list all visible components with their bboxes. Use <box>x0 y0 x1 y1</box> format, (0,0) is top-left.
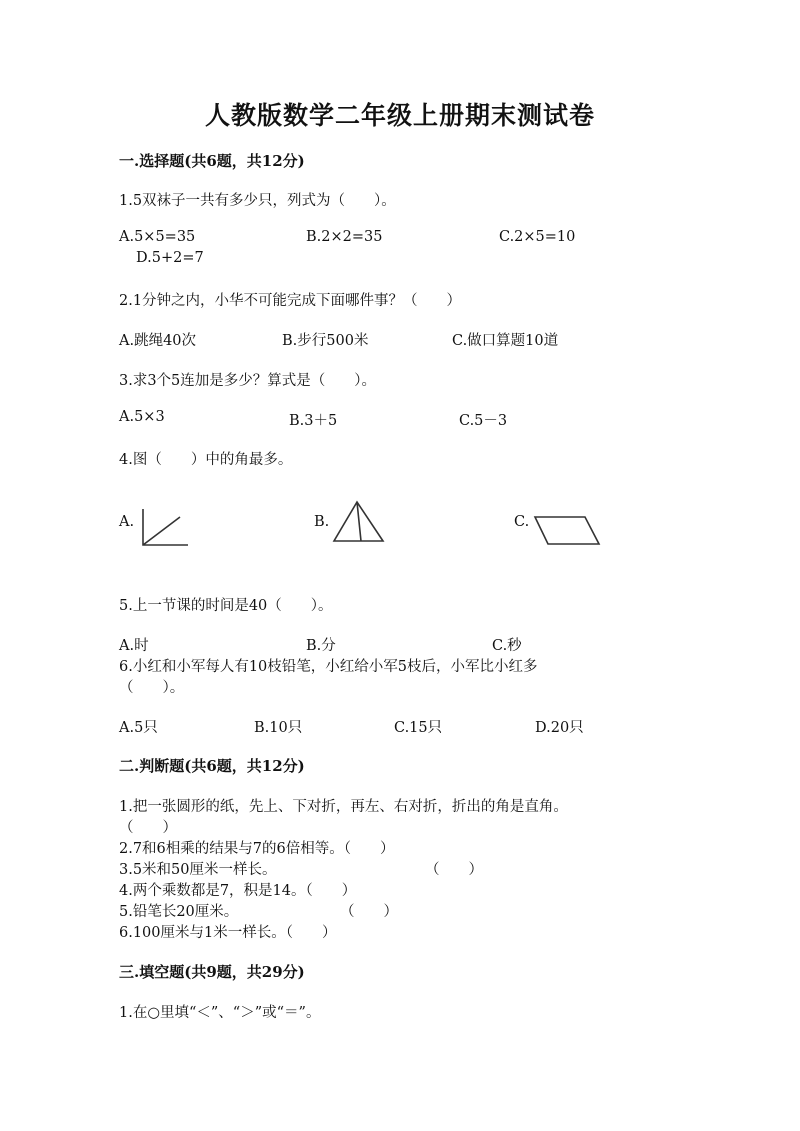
question-6: 6.小红和小军每人有10枝铅笔，小红给小军5枝后，小军比小红多 <box>119 659 538 675</box>
question-5: 5.上一节课的时间是40（ ）。 <box>119 598 333 614</box>
angle-figure-a <box>138 505 192 549</box>
section-heading-judgment: 二.判断题(共6题，共12分) <box>119 757 305 775</box>
parallelogram-figure-c <box>530 512 604 548</box>
section-heading-choice: 一.选择题(共6题，共12分) <box>119 152 305 170</box>
option-q6-d[interactable]: D.20只 <box>535 720 584 736</box>
option-q3-a[interactable]: A.5×3 <box>119 409 165 425</box>
option-q6-b[interactable]: B.10只 <box>254 720 303 736</box>
option-q4-c[interactable]: C. <box>514 514 530 530</box>
option-q4-b[interactable]: B. <box>314 514 330 530</box>
option-q2-a[interactable]: A.跳绳40次 <box>119 333 197 349</box>
judgment-item-6: 6.100厘米与1米一样长。（ ） <box>119 925 337 941</box>
option-q6-c[interactable]: C.15只 <box>394 720 443 736</box>
option-q2-c[interactable]: C.做口算题10道 <box>452 333 559 349</box>
question-1: 1.5双袜子一共有多少只，列式为（ ）。 <box>119 193 396 209</box>
option-q4-a[interactable]: A. <box>119 514 135 530</box>
option-q3-c[interactable]: C.5－3 <box>459 413 508 429</box>
judgment-item-1: 1.把一张圆形的纸，先上、下对折，再左、右对折，折出的角是直角。 <box>119 799 568 815</box>
option-q1-b[interactable]: B.2×2=35 <box>306 229 383 245</box>
fill-in-question-1: 1.在○里填“＜”、“＞”或“＝”。 <box>119 1005 321 1021</box>
option-q1-a[interactable]: A.5×5=35 <box>119 229 196 245</box>
question-2: 2.1分钟之内，小华不可能完成下面哪件事？（ ） <box>119 293 462 309</box>
option-q1-d[interactable]: D.5+2=7 <box>136 250 204 266</box>
option-q6-a[interactable]: A.5只 <box>119 720 158 736</box>
judgment-item-4: 4.两个乘数都是7，积是14。（ ） <box>119 883 357 899</box>
triangle-figure-b <box>330 498 388 546</box>
judgment-item-5: 5.铅笔长20厘米。 <box>119 904 239 920</box>
judgment-item-2: 2.7和6相乘的结果与7的6倍相等。（ ） <box>119 841 395 857</box>
option-q3-b[interactable]: B.3＋5 <box>289 413 338 429</box>
judgment-item-1-answer[interactable]: （ ） <box>119 820 177 836</box>
option-q2-b[interactable]: B.步行500米 <box>282 333 369 349</box>
page-title: 人教版数学二年级上册期末测试卷 <box>204 101 595 130</box>
question-3: 3.求3个5连加是多少？算式是（ ）。 <box>119 373 377 389</box>
question-6-continued: （ ）。 <box>119 680 185 696</box>
option-q5-b[interactable]: B.分 <box>306 638 336 654</box>
question-4: 4.图（ ）中的角最多。 <box>119 452 293 468</box>
judgment-item-3: 3.5米和50厘米一样长。 <box>119 862 277 878</box>
option-q1-c[interactable]: C.2×5=10 <box>499 229 576 245</box>
option-q5-c[interactable]: C.秒 <box>492 638 522 654</box>
option-q5-a[interactable]: A.时 <box>119 638 149 654</box>
judgment-item-5-answer[interactable]: （ ） <box>340 904 398 920</box>
section-heading-fill-in: 三.填空题(共9题，共29分) <box>119 963 305 981</box>
judgment-item-3-answer[interactable]: （ ） <box>425 862 483 878</box>
